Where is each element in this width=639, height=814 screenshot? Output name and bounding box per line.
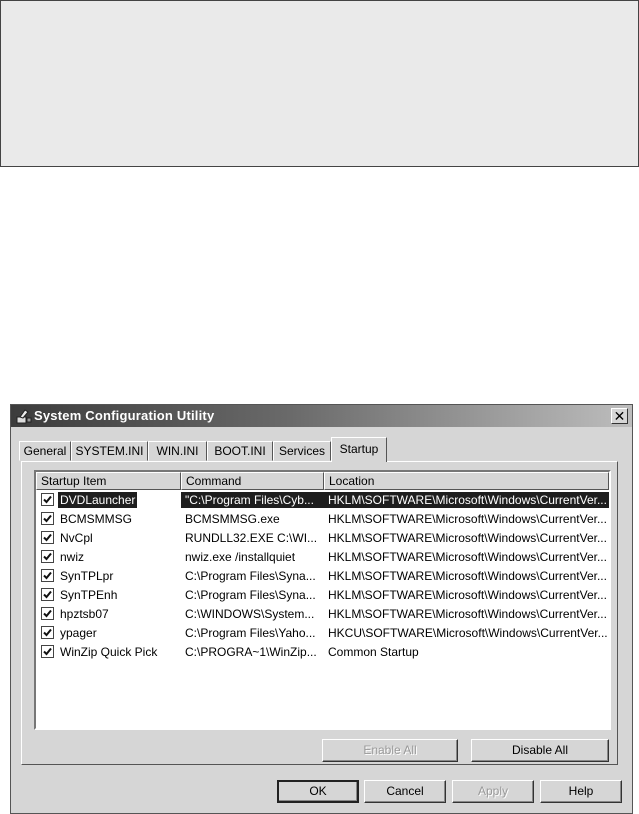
tab-services[interactable]: Services — [273, 441, 331, 461]
startup-item-checkbox[interactable] — [41, 493, 54, 506]
startup-item-checkbox[interactable] — [41, 512, 54, 525]
column-header-command[interactable]: Command — [181, 472, 324, 490]
column-header-location[interactable]: Location — [324, 472, 609, 490]
startup-item-command: C:\WINDOWS\System... — [185, 607, 315, 621]
checkmark-icon — [42, 570, 53, 581]
enable-all-label: Enable All — [363, 743, 417, 757]
checkmark-icon — [42, 494, 53, 505]
startup-item-name: ypager — [60, 626, 97, 640]
table-row[interactable] — [36, 624, 609, 643]
startup-item-location: HKLM\SOFTWARE\Microsoft\Windows\CurrentVer... — [328, 588, 607, 602]
startup-item-checkbox[interactable] — [41, 645, 54, 658]
checkmark-icon — [42, 513, 53, 524]
checkmark-icon — [42, 532, 53, 543]
column-header-startup-item[interactable]: Startup Item — [36, 472, 181, 490]
startup-item-location: HKCU\SOFTWARE\Microsoft\Windows\CurrentVer... — [328, 626, 608, 640]
startup-item-name: nwiz — [60, 550, 85, 564]
startup-item-checkbox[interactable] — [41, 550, 54, 563]
startup-item-location: HKLM\SOFTWARE\Microsoft\Windows\CurrentVer... — [328, 550, 607, 564]
startup-item-name: hpztsb07 — [60, 607, 109, 621]
title-bar[interactable] — [11, 405, 632, 427]
enable-all-button[interactable] — [322, 739, 458, 762]
table-row[interactable] — [36, 643, 609, 662]
window-title: System Configuration Utility — [34, 408, 215, 423]
startup-item-command: C:\Program Files\Yaho... — [185, 626, 316, 640]
startup-item-name: SynTPLpr — [60, 569, 114, 583]
startup-item-command: nwiz.exe /installquiet — [185, 550, 296, 564]
system-configuration-window — [10, 404, 633, 814]
table-row[interactable] — [36, 510, 609, 529]
startup-item-command: BCMSMMSG.exe — [185, 512, 280, 526]
startup-item-command: C:\Program Files\Syna... — [185, 569, 316, 583]
startup-item-location: HKLM\SOFTWARE\Microsoft\Windows\CurrentVer... — [328, 607, 607, 621]
tab-general[interactable]: General — [19, 441, 71, 461]
help-label: Help — [568, 784, 594, 798]
tab-win-ini[interactable]: WIN.INI — [148, 441, 207, 461]
startup-item-checkbox[interactable] — [41, 626, 54, 639]
tab-boot-ini[interactable]: BOOT.INI — [207, 441, 273, 461]
startup-item-name: DVDLauncher — [60, 493, 136, 507]
msconfig-app-icon — [16, 408, 32, 424]
disable-all-button[interactable] — [471, 739, 609, 762]
startup-item-location: HKLM\SOFTWARE\Microsoft\Windows\CurrentVer... — [328, 512, 607, 526]
startup-item-checkbox[interactable] — [41, 569, 54, 582]
startup-item-command: "C:\Program Files\Cyb... — [181, 492, 324, 508]
table-row[interactable] — [36, 567, 609, 586]
startup-item-location: Common Startup — [328, 645, 419, 659]
startup-item-name: WinZip Quick Pick — [60, 645, 158, 659]
help-button[interactable] — [540, 780, 622, 803]
table-row[interactable] — [36, 586, 609, 605]
startup-items-list[interactable] — [34, 470, 611, 730]
tab-startup[interactable]: Startup — [331, 437, 387, 462]
checkmark-icon — [42, 589, 53, 600]
startup-item-checkbox[interactable] — [41, 607, 54, 620]
table-row[interactable] — [36, 605, 609, 624]
tab-system-ini[interactable]: SYSTEM.INI — [71, 441, 148, 461]
startup-item-name: NvCpl — [60, 531, 93, 545]
close-icon[interactable]: ✕ — [611, 408, 628, 424]
apply-button[interactable] — [452, 780, 534, 803]
cancel-button[interactable] — [364, 780, 446, 803]
checkmark-icon — [42, 608, 53, 619]
startup-item-name: SynTPEnh — [60, 588, 118, 602]
startup-item-name: BCMSMMSG — [60, 512, 132, 526]
apply-label: Apply — [477, 784, 509, 798]
blank-panel — [0, 0, 639, 167]
ok-label: OK — [309, 784, 327, 798]
checkmark-icon — [42, 646, 53, 657]
table-row[interactable] — [36, 529, 609, 548]
startup-item-location: HKLM\SOFTWARE\Microsoft\Windows\CurrentVer... — [328, 569, 607, 583]
startup-item-command: C:\Program Files\Syna... — [185, 588, 316, 602]
cancel-label: Cancel — [386, 784, 424, 798]
checkmark-icon — [42, 551, 53, 562]
table-row[interactable] — [36, 548, 609, 567]
startup-item-command: RUNDLL32.EXE C:\WI... — [185, 531, 318, 545]
checkmark-icon — [42, 627, 53, 638]
startup-item-location: HKLM\SOFTWARE\Microsoft\Windows\CurrentVer... — [328, 531, 607, 545]
startup-item-location: HKLM\SOFTWARE\Microsoft\Windows\CurrentVer... — [324, 492, 609, 508]
startup-item-checkbox[interactable] — [41, 588, 54, 601]
disable-all-label: Disable All — [511, 743, 569, 757]
startup-item-command: C:\PROGRA~1\WinZip... — [185, 645, 317, 659]
table-row[interactable] — [36, 491, 609, 510]
startup-item-checkbox[interactable] — [41, 531, 54, 544]
ok-button[interactable] — [277, 780, 359, 803]
